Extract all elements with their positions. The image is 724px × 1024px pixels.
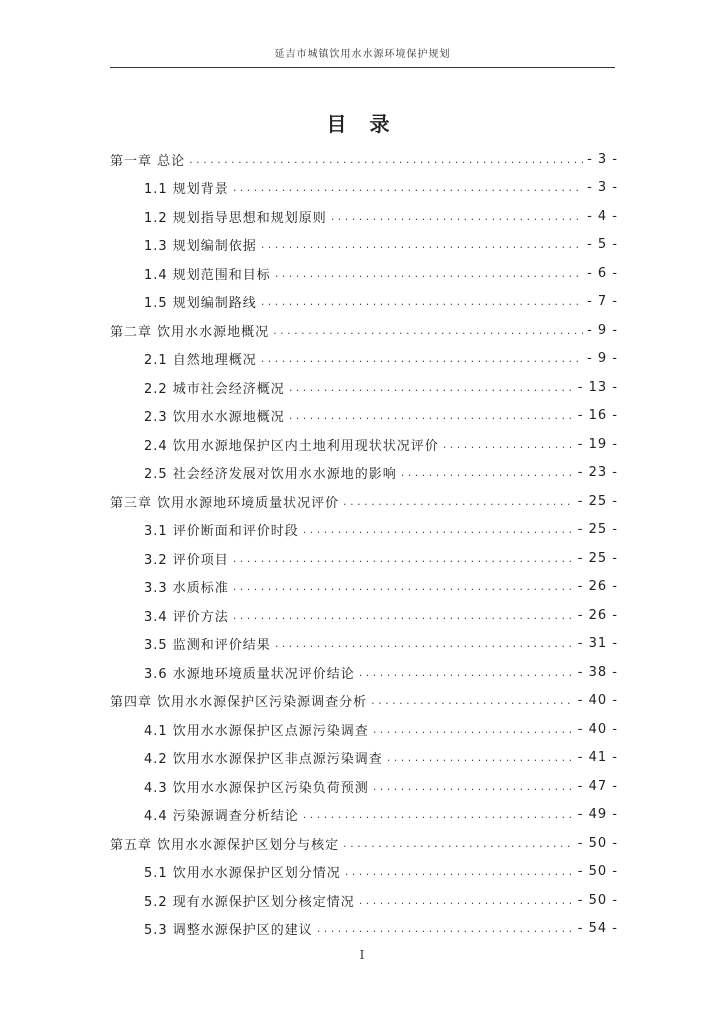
- toc-dot-leader: [289, 409, 574, 422]
- toc-section-entry[interactable]: [110, 402, 618, 431]
- toc-dot-leader: [189, 153, 583, 166]
- toc-section-entry[interactable]: [110, 430, 618, 459]
- toc-entry-page: - 50 -: [577, 864, 618, 880]
- toc-entry-page: - 47 -: [577, 778, 618, 794]
- toc-chapter-entry[interactable]: [110, 316, 618, 345]
- toc-entry-label: 1.1 规划背景: [144, 182, 229, 198]
- toc-entry-label: 3.2 评价项目: [144, 552, 229, 568]
- page-number: I: [359, 948, 365, 962]
- toc-entry-label: 2.1 自然地理概况: [144, 353, 257, 369]
- toc-chapter-entry[interactable]: [110, 687, 618, 716]
- toc-dot-leader: [401, 466, 574, 479]
- toc-entry-label: 2.2 城市社会经济概况: [144, 381, 285, 397]
- toc-dot-leader: [343, 837, 574, 850]
- toc-section-entry[interactable]: [110, 288, 618, 317]
- toc-entry-page: - 9 -: [587, 351, 618, 367]
- toc-dot-leader: [233, 181, 583, 194]
- toc-dot-leader: [261, 238, 583, 251]
- running-header: 延吉市城镇饮用水水源环境保护规划: [274, 49, 451, 60]
- toc-section-entry[interactable]: [110, 259, 618, 288]
- page-title: 目 录: [326, 112, 398, 136]
- toc-entry-page: - 9 -: [587, 322, 618, 338]
- toc-section-entry[interactable]: [110, 516, 618, 545]
- toc-section-entry[interactable]: [110, 373, 618, 402]
- toc-dot-leader: [261, 352, 583, 365]
- toc-dot-leader: [373, 780, 574, 793]
- toc-entry-label: 4.3 饮用水水源保护区污染负荷预测: [144, 780, 369, 796]
- toc-section-entry[interactable]: [110, 345, 618, 374]
- toc-section-entry[interactable]: [110, 772, 618, 801]
- toc-chapter-entry[interactable]: [110, 829, 618, 858]
- toc-section-entry[interactable]: [110, 573, 618, 602]
- toc-entry-label: 1.4 规划范围和目标: [144, 267, 271, 283]
- toc-dot-leader: [387, 751, 574, 764]
- toc-dot-leader: [331, 210, 583, 223]
- toc-section-entry[interactable]: [110, 459, 618, 488]
- toc-section-entry[interactable]: [110, 915, 618, 944]
- toc-entry-page: - 50 -: [577, 835, 618, 851]
- toc-section-entry[interactable]: [110, 801, 618, 830]
- toc-section-entry[interactable]: [110, 858, 618, 887]
- toc-entry-label: 4.1 饮用水水源保护区点源污染调查: [144, 723, 369, 739]
- toc-chapter-entry[interactable]: [110, 145, 618, 174]
- toc-entry-label: 第二章 饮用水水源地概况: [110, 324, 270, 340]
- toc-entry-label: 第一章 总论: [110, 153, 186, 169]
- toc-entry-page: - 26 -: [577, 607, 618, 623]
- toc-entry-label: 2.3 饮用水水源地概况: [144, 410, 285, 426]
- toc-section-entry[interactable]: [110, 630, 618, 659]
- toc-section-entry[interactable]: [110, 715, 618, 744]
- toc-dot-leader: [345, 865, 574, 878]
- toc-dot-leader: [303, 808, 574, 821]
- toc-dot-leader: [273, 324, 583, 337]
- toc-entry-label: 3.6 水源地环境质量状况评价结论: [144, 666, 355, 682]
- toc-entry-page: - 25 -: [577, 493, 618, 509]
- toc-entry-page: - 50 -: [577, 892, 618, 908]
- toc-section-entry[interactable]: [110, 658, 618, 687]
- table-of-contents: [110, 145, 618, 943]
- toc-entry-label: 第四章 饮用水水源保护区污染源调查分析: [110, 695, 368, 711]
- toc-entry-page: - 25 -: [577, 550, 618, 566]
- toc-dot-leader: [371, 694, 574, 707]
- toc-entry-page: - 23 -: [577, 465, 618, 481]
- toc-entry-label: 5.3 调整水源保护区的建议: [144, 923, 313, 939]
- toc-section-entry[interactable]: [110, 744, 618, 773]
- toc-entry-page: - 40 -: [577, 721, 618, 737]
- toc-entry-page: - 25 -: [577, 522, 618, 538]
- toc-entry-label: 2.5 社会经济发展对饮用水水源地的影响: [144, 467, 397, 483]
- toc-entry-page: - 38 -: [577, 664, 618, 680]
- toc-dot-leader: [233, 552, 574, 565]
- toc-entry-label: 5.1 饮用水水源保护区划分情况: [144, 866, 341, 882]
- toc-entry-label: 4.2 饮用水水源保护区非点源污染调查: [144, 752, 383, 768]
- toc-entry-label: 4.4 污染源调查分析结论: [144, 809, 299, 825]
- toc-entry-page: - 26 -: [577, 579, 618, 595]
- toc-dot-leader: [275, 267, 583, 280]
- toc-entry-page: - 40 -: [577, 693, 618, 709]
- toc-entry-page: - 3 -: [587, 180, 618, 196]
- toc-entry-page: - 19 -: [577, 436, 618, 452]
- toc-dot-leader: [443, 438, 574, 451]
- toc-entry-page: - 13 -: [577, 379, 618, 395]
- toc-chapter-entry[interactable]: [110, 487, 618, 516]
- toc-entry-page: - 31 -: [577, 636, 618, 652]
- toc-entry-label: 1.3 规划编制依据: [144, 239, 257, 255]
- toc-entry-page: - 6 -: [587, 265, 618, 281]
- toc-dot-leader: [359, 894, 574, 907]
- toc-entry-page: - 4 -: [587, 208, 618, 224]
- toc-section-entry[interactable]: [110, 231, 618, 260]
- toc-entry-label: 1.2 规划指导思想和规划原则: [144, 210, 327, 226]
- toc-entry-page: - 5 -: [587, 237, 618, 253]
- toc-entry-page: - 16 -: [577, 408, 618, 424]
- toc-dot-leader: [275, 637, 574, 650]
- toc-section-entry[interactable]: [110, 544, 618, 573]
- toc-entry-label: 3.5 监测和评价结果: [144, 638, 271, 654]
- toc-section-entry[interactable]: [110, 886, 618, 915]
- toc-entry-label: 3.1 评价断面和评价时段: [144, 524, 299, 540]
- toc-entry-page: - 54 -: [577, 921, 618, 937]
- toc-dot-leader: [261, 295, 583, 308]
- toc-dot-leader: [289, 381, 574, 394]
- toc-entry-label: 1.5 规划编制路线: [144, 296, 257, 312]
- toc-entry-label: 5.2 现有水源保护区划分核定情况: [144, 894, 355, 910]
- toc-dot-leader: [233, 580, 574, 593]
- toc-dot-leader: [343, 495, 574, 508]
- toc-dot-leader: [359, 666, 574, 679]
- toc-section-entry[interactable]: [110, 601, 618, 630]
- toc-entry-page: - 49 -: [577, 807, 618, 823]
- toc-entry-label: 第三章 饮用水源地环境质量状况评价: [110, 495, 340, 511]
- toc-dot-leader: [233, 609, 574, 622]
- toc-section-entry[interactable]: [110, 202, 618, 231]
- toc-dot-leader: [373, 723, 574, 736]
- toc-entry-label: 2.4 饮用水源地保护区内土地利用现状状况评价: [144, 438, 439, 454]
- toc-dot-leader: [303, 523, 574, 536]
- toc-entry-page: - 41 -: [577, 750, 618, 766]
- toc-entry-label: 3.3 水质标准: [144, 581, 229, 597]
- header-rule: [110, 67, 615, 68]
- toc-section-entry[interactable]: [110, 174, 618, 203]
- toc-entry-label: 第五章 饮用水水源保护区划分与核定: [110, 837, 340, 853]
- toc-dot-leader: [317, 922, 574, 935]
- toc-entry-page: - 7 -: [587, 294, 618, 310]
- toc-entry-label: 3.4 评价方法: [144, 609, 229, 625]
- toc-entry-page: - 3 -: [587, 151, 618, 167]
